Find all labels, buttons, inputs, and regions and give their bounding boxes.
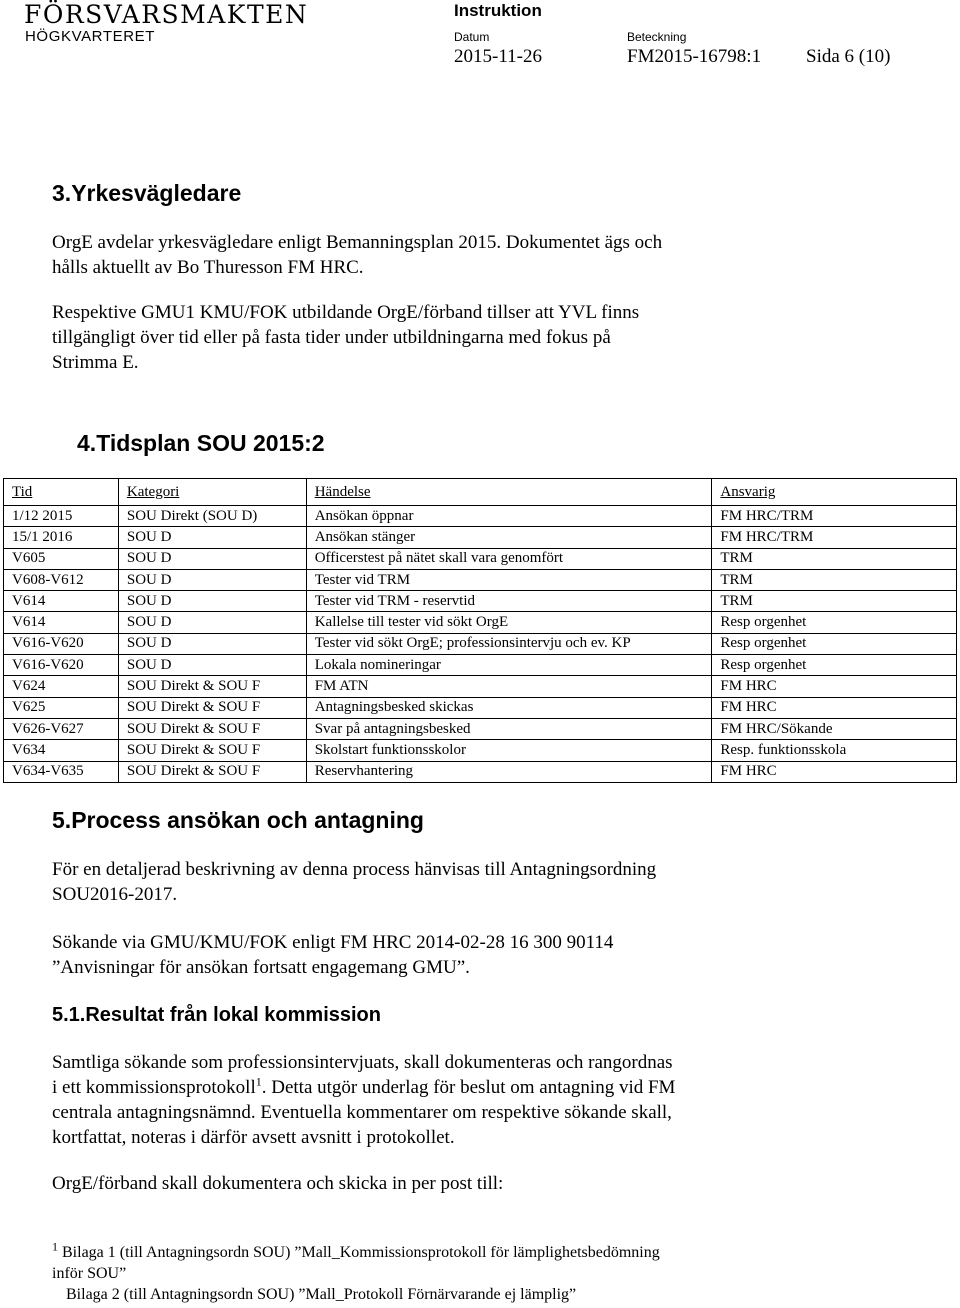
section-5-paragraph-2: Sökande via GMU/KMU/FOK enligt FM HRC 2014-02-28 16 300 90114 ”Anvisningar för ansökan fortsatt engagemang GMU”. bbox=[52, 932, 614, 978]
column-header-responsible: Ansvarig bbox=[712, 479, 957, 506]
table-row: V605 SOU D Officerstest på nätet skall vara genomfört TRM bbox=[4, 548, 957, 569]
document-reference: FM2015-16798:1 bbox=[627, 46, 762, 67]
column-header-event: Händelse bbox=[306, 479, 712, 506]
section-3-paragraph-1: OrgE avdelar yrkesvägledare enligt Bemanningsplan 2015. Dokumentet ägs och hålls aktuellt av Bo Thuresson FM HRC. bbox=[52, 232, 663, 278]
section-number: 3. bbox=[52, 180, 72, 206]
section-5-heading bbox=[52, 807, 424, 834]
document-date: 2015-11-26 bbox=[454, 46, 542, 67]
table-row: V634-V635 SOU Direkt & SOU F Reservhantering FM HRC bbox=[4, 761, 957, 782]
org-name: FÖRSVARSMAKTEN bbox=[24, 0, 309, 29]
date-label: Datum bbox=[454, 30, 490, 44]
section-title: Resultat från lokal kommission bbox=[85, 1004, 381, 1026]
section-number: 5. bbox=[52, 807, 72, 833]
table-row: V625 SOU Direkt & SOU F Antagningsbesked skickas FM HRC bbox=[4, 697, 957, 718]
section-4-heading bbox=[77, 430, 325, 457]
table-row: V634 SOU Direkt & SOU F Skolstart funktionsskolor Resp. funktionsskola bbox=[4, 740, 957, 761]
section-5-1-paragraph-1: Samtliga sökande som professionsintervjuats, skall dokumenteras och rangordnas i ett kommissionsprotokoll$^1$. Detta utgör underlag för beslut om antagning vid FM centrala antagningsnämnd. Eventuella kommentarer om respektive sökande skall, kortfattat, noteras i därför avsett avsnitt i protokollet. bbox=[52, 1052, 676, 1148]
section-number: 5.1. bbox=[52, 1004, 86, 1026]
section-5-1-heading bbox=[52, 1004, 381, 1027]
table-row: V614 SOU D Kallelse till tester vid sökt OrgE Resp orgenhet bbox=[4, 612, 957, 633]
reference-label: Beteckning bbox=[627, 30, 687, 44]
section-number: 4. bbox=[77, 430, 97, 456]
page-number: Sida 6 (10) bbox=[806, 46, 891, 67]
table-row: V624 SOU Direkt & SOU F FM ATN FM HRC bbox=[4, 676, 957, 697]
section-3-paragraph-2: Respektive GMU1 KMU/FOK utbildande OrgE/förband tillser att YVL finns tillgängligt över tid eller på fasta tider under utbildningarna med fokus på Strimma E. bbox=[52, 302, 640, 373]
section-title: Process ansökan och antagning bbox=[71, 807, 424, 833]
table-row: V614 SOU D Tester vid TRM - reservtid TRM bbox=[4, 591, 957, 612]
schedule-table bbox=[3, 478, 957, 783]
footnote-mark: 1 bbox=[52, 1239, 58, 1254]
table-row: V608-V612 SOU D Tester vid TRM TRM bbox=[4, 569, 957, 590]
footnote-reference: 1 bbox=[255, 1074, 262, 1089]
table-row: 1/12 2015 SOU Direkt (SOU D) Ansökan öppnar FM HRC/TRM bbox=[4, 506, 957, 527]
table-header-row bbox=[4, 479, 957, 506]
table-row: V626-V627 SOU Direkt & SOU F Svar på antagningsbesked FM HRC/Sökande bbox=[4, 718, 957, 739]
column-header-category: Kategori bbox=[118, 479, 306, 506]
section-title: Yrkesvägledare bbox=[71, 180, 242, 206]
section-title: Tidsplan SOU 2015:2 bbox=[96, 430, 325, 456]
document-type: Instruktion bbox=[454, 1, 542, 20]
section-5-1-paragraph-2: OrgE/förband skall dokumentera och skicka in per post till: bbox=[52, 1173, 504, 1194]
table-row: 15/1 2016 SOU D Ansökan stänger FM HRC/TRM bbox=[4, 527, 957, 548]
footnote: $^1$ Bilaga 1 (till Antagningsordn SOU) ”Mall_Kommissionsprotokoll för lämplighetsbedömning inför SOU” Bilaga 2 (till Antagningsordn SOU) ”Mall_Protokoll Förnärvarande ej lämplig” bbox=[52, 1239, 660, 1303]
table-row: V616-V620 SOU D Tester vid sökt OrgE; professionsintervju och ev. KP Resp orgenhet bbox=[4, 633, 957, 654]
section-3-heading bbox=[52, 180, 241, 207]
section-5-paragraph-1: För en detaljerad beskrivning av denna process hänvisas till Antagningsordning SOU2016-2017. bbox=[52, 859, 657, 905]
org-subtitle: HÖGKVARTERET bbox=[25, 28, 155, 45]
table-row: V616-V620 SOU D Lokala nomineringar Resp orgenhet bbox=[4, 655, 957, 676]
column-header-time: Tid bbox=[4, 479, 119, 506]
